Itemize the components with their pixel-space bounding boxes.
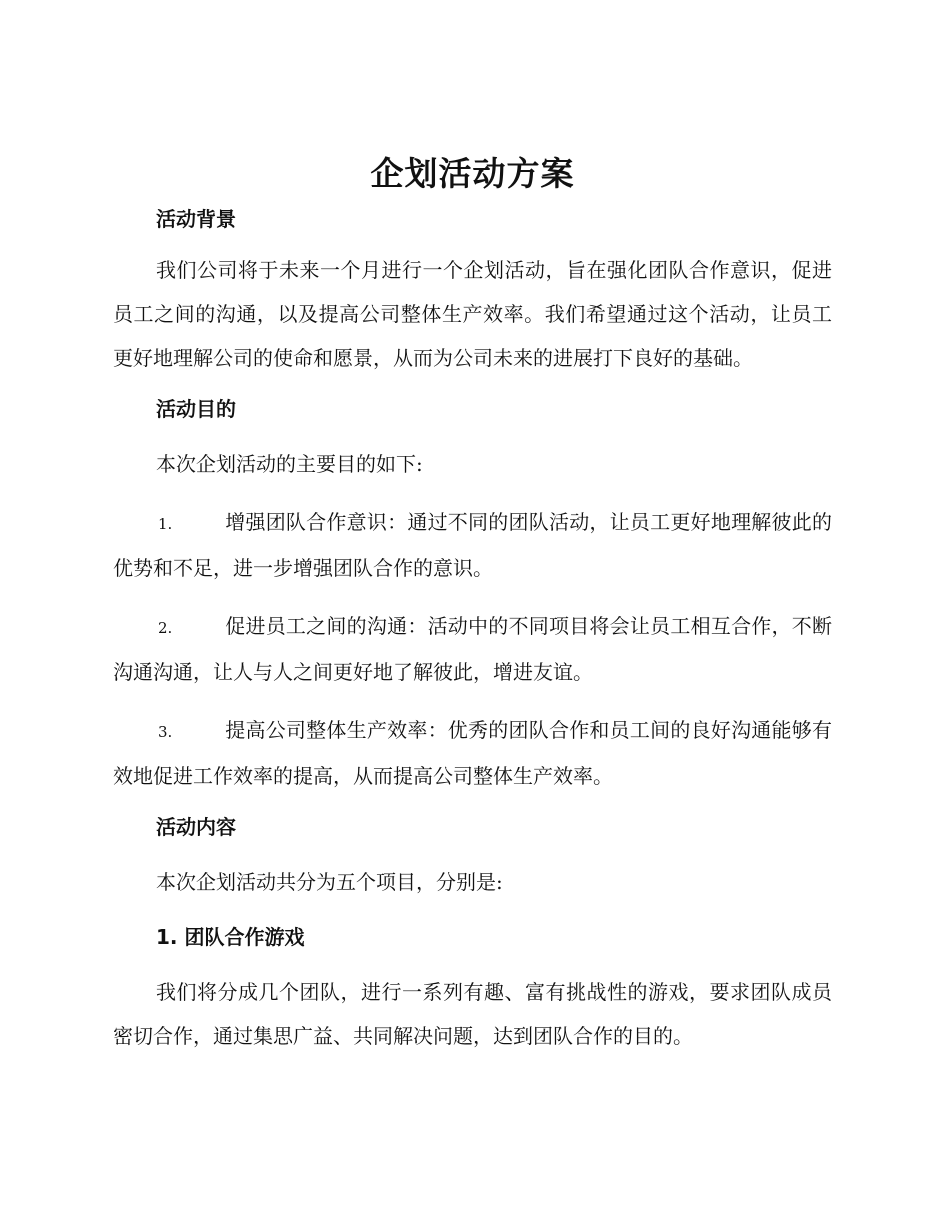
purpose-item-number: 2.: [158, 619, 173, 637]
purpose-item-number: 3.: [158, 723, 173, 741]
section-heading-content: 活动内容: [156, 815, 236, 839]
purpose-item-text: 促进员工之间的沟通：活动中的不同项目将会让员工相互合作，不断沟通沟通，让人与人之间更好地了解彼此，增进友谊。: [113, 614, 832, 684]
subsection-heading-team-games: 1. 团队合作游戏: [156, 925, 305, 949]
background-paragraph: 我们公司将于未来一个月进行一个企划活动，旨在强化团队合作意识，促进员工之间的沟通，以及提高公司整体生产效率。我们希望通过这个活动，让员工更好地理解公司的使命和愿景，从而为公司未来的进展打下良好的基础。: [113, 258, 832, 370]
section-heading-purpose: 活动目的: [156, 397, 236, 421]
content-intro: 本次企划活动共分为五个项目，分别是:: [156, 870, 503, 894]
purpose-item-number: 1.: [158, 515, 173, 533]
purpose-item-3: [113, 708, 832, 798]
purpose-intro: 本次企划活动的主要目的如下:: [156, 452, 423, 476]
purpose-item-text: 提高公司整体生产效率：优秀的团队合作和员工间的良好沟通能够有效地促进工作效率的提高，从而提高公司整体生产效率。: [113, 718, 832, 788]
purpose-item-2: [113, 604, 832, 694]
purpose-item-text: 增强团队合作意识：通过不同的团队活动，让员工更好地理解彼此的优势和不足，进一步增强团队合作的意识。: [113, 510, 832, 580]
purpose-item-1: [113, 500, 832, 590]
document-title: 企划活动方案: [370, 154, 575, 193]
section-heading-background: 活动背景: [156, 207, 236, 231]
team-games-paragraph: 我们将分成几个团队，进行一系列有趣、富有挑战性的游戏，要求团队成员密切合作，通过集思广益、共同解决问题，达到团队合作的目的。: [113, 980, 832, 1048]
